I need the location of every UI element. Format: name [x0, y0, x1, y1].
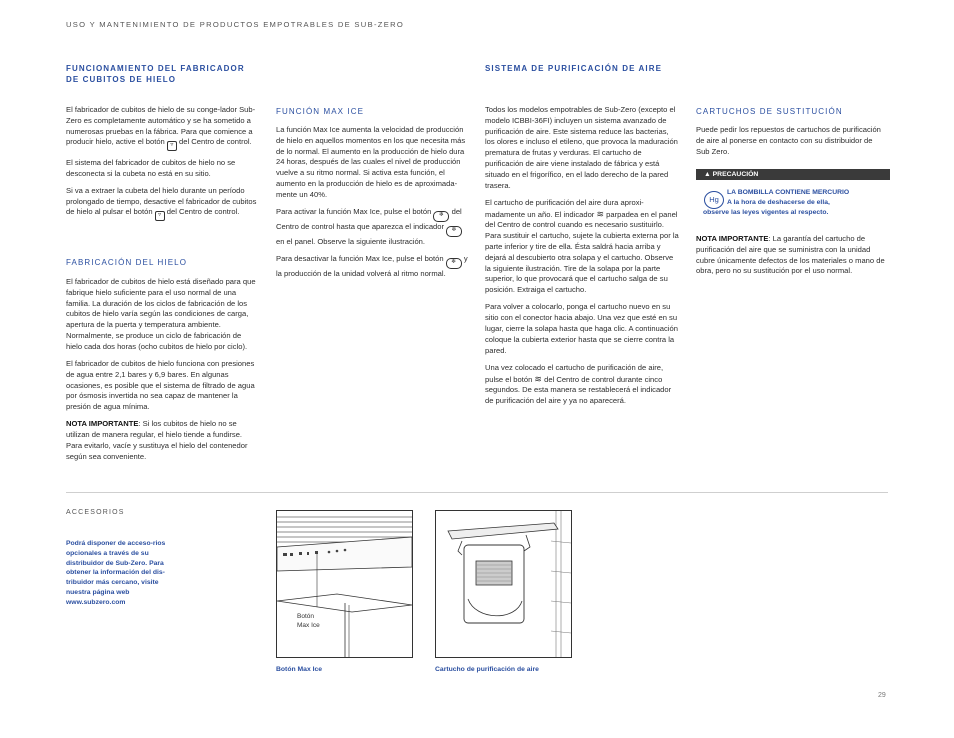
- paragraph: [66, 186, 258, 222]
- mercury-icon: Hg: [704, 191, 724, 209]
- text: Para activar la función Max Ice, pulse el botón: [276, 206, 432, 216]
- text: El cartucho de purificación del aire dura aproxi-madamente un año. El indicador: [485, 197, 644, 219]
- text: Una vez colocado el cartucho de purificación de aire, pulse el botón: [485, 362, 664, 384]
- caution-label: PRECAUCIÓN: [712, 171, 759, 178]
- wall-lines: [551, 511, 571, 657]
- paragraph: [66, 105, 258, 151]
- accessories-text: Podrá disponer de acceso-rios opcionales a través de su distribuidor de Sub-Zero. Para obtener la información del dis-tribuidor más cercano, visite nuestra página web www.subzero.com: [66, 540, 166, 606]
- paragraph: [276, 254, 470, 280]
- paragraph: Todos los modelos empotrables de Sub-Zero (excepto el modelo ICBBI-36FI) incluyen un sistema avanzado de purificación de aire. Este sistema reduce las bacterias, los olores e incluso el etileno, que provoca la maduración prematura de frutas y verduras. El cartucho de purificación de aire viene instalado de fábrica y está situado en el frigorífico, en el lado derecho de la pared trasera.: [485, 105, 678, 190]
- ice-maker-button-icon: ▿: [155, 211, 165, 221]
- paragraph: [485, 363, 679, 407]
- ice-maker-text: [66, 105, 258, 228]
- callout-line: Botón: [297, 613, 314, 620]
- ice-maker-button-icon: ▿: [167, 141, 177, 151]
- accessories-title: ACCESORIOS: [66, 509, 125, 516]
- figure-caption-max-ice: Botón Max Ice: [276, 666, 323, 673]
- figure-caption-air-cartridge: Cartucho de purificación de aire: [435, 666, 539, 673]
- section-title-max-ice: FUNCIÓN MAX ICE: [276, 107, 365, 116]
- section-title-ice-maker: [66, 63, 266, 85]
- callout-line: Max Ice: [297, 621, 320, 629]
- page-number: 29: [878, 692, 886, 699]
- paragraph: [276, 207, 470, 248]
- note-text: : Si los cubitos de hielo no se utilizan de manera regular, el hielo tiende a fundirse. Para evitarlo, vacíe y sustituya el hielo del contenedor según sea conveniente.: [66, 419, 248, 461]
- text: Si va a extraer la cubeta del hielo durante un período prolongado de tiempo, desactive el fabricador de cubitos de hielo al pulsar el botón: [66, 185, 257, 217]
- cartridge-clip-left: [458, 541, 462, 555]
- replacement-text: [696, 125, 888, 164]
- text: del Centro de control hasta que aparezca el indicador: [276, 206, 462, 231]
- title-line: FUNCIONAMIENTO DEL FABRICADOR: [66, 64, 245, 73]
- figure-air-cartridge: [435, 510, 572, 658]
- text: y la producción de la unidad volverá al ritmo normal.: [276, 254, 468, 279]
- mercury-line-3: observe las leyes vigentes al respecto.: [703, 209, 829, 216]
- replacement-note: [696, 234, 888, 284]
- max-ice-button-icon: ❄: [446, 258, 462, 269]
- air-filter-button-icon: ≋: [534, 373, 542, 384]
- paragraph: El sistema del fabricador de cubitos de hielo no se desconecta si la cubeta no está en su sitio.: [66, 157, 236, 178]
- paragraph: El fabricador de cubitos de hielo está diseñado para que fabrique hielo suficiente para el uso normal de una familia. La duración de los ciclos de fabricación de los cubitos de hielo varía según las condiciones de carga, apertura de la puerta y temperatura ambiente. Normalmente, se produce un ciclo de fabricación de hielo cada dos horas (ocho cubitos de hielo por ciclo).: [66, 277, 256, 351]
- cartridge-clip-right: [524, 535, 530, 551]
- section-title-replacement-cartridges: CARTUCHOS DE SUSTITUCIÓN: [696, 107, 843, 116]
- mercury-line-1: LA BOMBILLA CONTIENE MERCURIO: [727, 189, 850, 196]
- text: Para desactivar la función Max Ice, pulse el botón: [276, 254, 444, 264]
- important-note: [66, 419, 258, 462]
- paragraph: [485, 198, 679, 296]
- note-text: : La garantía del cartucho de purificación del aire que se suministra con la unidad cubre únicamente defectos de los materiales o mano de obra, pero no su sustitución por el uso normal.: [696, 234, 885, 276]
- section-title-air-purification: SISTEMA DE PURIFICACIÓN DE AIRE: [485, 64, 663, 73]
- note-label: NOTA IMPORTANTE: [696, 234, 769, 243]
- cartridge-illustration: [436, 511, 571, 657]
- figure-max-ice-button: [276, 510, 413, 658]
- subsection-title-ice-production: FABRICACIÓN DEL HIELO: [66, 258, 188, 267]
- cartridge-cover: [448, 523, 558, 539]
- paragraph: El fabricador de cubitos de hielo funciona con presiones de agua entre 2,1 bares y 6,9 bares. En algunas ocasiones, es posible que el sistema de filtrado de agua por ósmosis invertida no sea capaz de mantener la presión de agua mínima.: [66, 358, 255, 412]
- shelf: [277, 594, 412, 612]
- paragraph: Puede pedir los repuestos de cartuchos de purificación de aire al ponerse en contacto con su distribuidor de Sub Zero.: [696, 125, 881, 156]
- max-ice-text: [276, 125, 470, 286]
- title-line: DE CUBITOS DE HIELO: [66, 75, 177, 84]
- ice-production-text: [66, 277, 258, 469]
- max-ice-callout: [297, 613, 320, 630]
- control-panel-illustration: [277, 511, 412, 657]
- paragraph: La función Max Ice aumenta la velocidad de producción de hielo en aquellos momentos en los que necesita más de lo normal. El aumento en la producción de hielo dura 24 horas, después de las cuales el nivel de producción vuelve a su ritmo normal. Si activa esta función, el aumento en la producción de hielo es de aproximada-mente un 40%.: [276, 125, 466, 199]
- air-filter-indicator-icon: ≋: [596, 208, 605, 219]
- text: del Centro de control.: [179, 137, 252, 147]
- max-ice-indicator-icon: ❄: [446, 226, 462, 237]
- text: El fabricador de cubitos de hielo de su conge-lador Sub-Zero es completamente automático y se ha sometido a numerosas pruebas en la fábrica. Para que comience a producir hielo, active el botón: [66, 105, 256, 147]
- section-divider: [66, 492, 888, 493]
- text: en el panel. Observe la siguiente ilustración.: [276, 236, 426, 246]
- text: del Centro de control durante cinco segundos. De esta manera se restablecerá el indicador de purificación del aire y ya no aparecerá.: [485, 374, 672, 406]
- text: parpadea en el panel del Centro de control cuando es necesario sustituirlo. Para sustituir el cartucho, sujete la cubierta externa por la parte inferior y tire de ella. Ésta saldrá hacia arriba y dejará al descubierto otra solapa y el cartucho. Observe la siguiente ilustración. Tire de la solapa por la parte superior, lo que provocará que el cartucho salga de su posición. Extraiga el cartucho.: [485, 209, 679, 295]
- running-header: USO Y MANTENIMIENTO DE PRODUCTOS EMPOTRABLES DE SUB-ZERO: [66, 20, 405, 29]
- note-label: NOTA IMPORTANTE: [66, 419, 139, 429]
- text: del Centro de control.: [166, 207, 240, 217]
- caution-banner: [696, 169, 890, 180]
- mercury-line-2: A la hora de deshacerse de ella,: [727, 199, 830, 206]
- paragraph: Para volver a colocarlo, ponga el cartucho nuevo en su sitio con el conector hacia abajo. Una vez que esté en su lugar, cierre la solapa hasta que haga clic. A continuación coloque la cubierta exterior hasta que se cierre contra la pared.: [485, 302, 678, 355]
- warning-icon: ▲: [704, 171, 711, 178]
- max-ice-button-icon: ❄: [433, 211, 449, 222]
- air-purification-text: [485, 105, 679, 413]
- important-note: [696, 234, 888, 277]
